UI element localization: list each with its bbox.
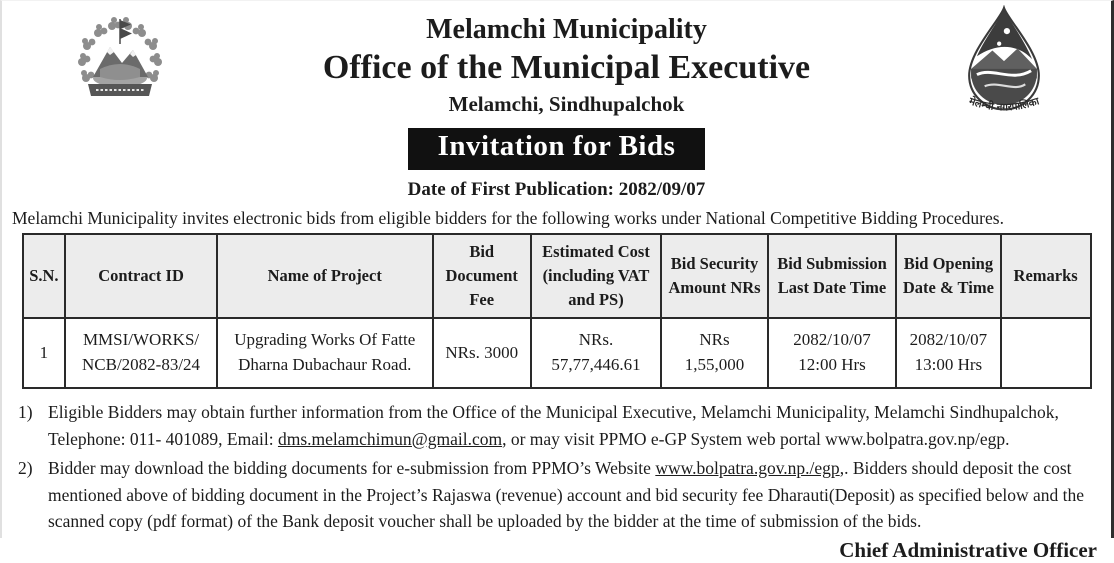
opening-line1: 2082/10/07: [909, 330, 988, 350]
intro-paragraph: Melamchi Municipality invites electronic bids from eligible bidders for the following works under National Competitive Bidding Procedures.: [12, 208, 1004, 228]
cell-bid-document-fee: NRs. 3000: [433, 318, 531, 388]
note-2-text: [48, 455, 1105, 535]
office-title: Office of the Municipal Executive: [322, 48, 811, 86]
address-line: Melamchi, Sindhupalchok: [448, 92, 685, 117]
right-logo-caption: मेलम्ची नगरपालिका: [966, 96, 1041, 114]
contract-id-line1: MMSI/WORKS/: [82, 330, 200, 350]
col-header-estimated-cost: Estimated Cost (including VAT and PS): [531, 234, 661, 318]
cell-project-name: [217, 318, 433, 388]
note-2-pre: Bidder may download the bidding documents for e-submission from PPMO’s Website: [48, 458, 656, 479]
col-header-remarks: Remarks: [1001, 234, 1091, 318]
document-header: [2, 1, 1111, 123]
table-header-row: [23, 234, 1091, 318]
project-name-line1: Upgrading Works Of Fatte: [234, 330, 416, 350]
opening-line2: 13:00 Hrs: [914, 355, 983, 374]
header-titles: [237, 12, 896, 116]
cell-sn: 1: [23, 318, 66, 388]
table-row: [23, 318, 1091, 388]
bid-table: [22, 233, 1092, 389]
municipality-title: Melamchi Municipality: [426, 13, 707, 45]
notes-section: [18, 399, 1105, 535]
banner-row: [2, 128, 1111, 170]
cell-remarks: [1001, 318, 1091, 388]
estimated-cost-line2: 57,77,446.61: [551, 355, 641, 374]
note-2-number: 2): [18, 458, 33, 479]
note-2: [18, 455, 1105, 535]
cell-estimated-cost: [531, 318, 661, 388]
note-1-email-link: dms.melamchimun@gmail.com: [277, 428, 503, 449]
note-2-website-link: www.bolpatra.gov.np./egp: [655, 458, 840, 479]
col-header-bid-document-fee: Bid Document Fee: [433, 234, 531, 318]
cell-bid-opening: [896, 318, 1001, 388]
col-header-bid-submission: Bid Submission Last Date Time: [768, 234, 896, 318]
cell-contract-id: [65, 318, 217, 388]
col-header-project-name: Name of Project: [217, 234, 433, 318]
note-1-post: , or may visit PPMO e-GP System web portal www.bolpatra.gov.np/egp.: [502, 428, 1010, 449]
submission-line1: 2082/10/07: [793, 330, 871, 350]
publication-date-line: Date of First Publication: 2082/09/07: [407, 179, 706, 200]
bid-security-line2: 1,55,000: [684, 355, 745, 374]
estimated-cost-line1: NRs.: [578, 330, 614, 350]
note-1-pre: Eligible Bidders may obtain further information from the Office of the Municipal Executive, Melamchi Municipality, Melamchi Sindhupalchok, Telephone: 011- 401089, Email:: [48, 402, 1059, 449]
contract-id-line2: NCB/2082-83/24: [82, 355, 201, 374]
col-header-bid-opening: Bid Opening Date & Time: [896, 234, 1001, 318]
cell-bid-submission: [768, 318, 896, 388]
col-header-contract-id: Contract ID: [65, 234, 217, 318]
note-2-post: ,. Bidders should deposit the cost mentioned above of bidding document in the Project’s Rajaswa (revenue) account and bid security fee Dharauti(Deposit) as specified below and the scanned copy (pdf format) of the Bank deposit voucher shall be uploaded by the bidder at the time of submission of the bids.: [48, 458, 1085, 532]
cell-bid-security: [661, 318, 768, 388]
submission-line2: 12:00 Hrs: [798, 355, 866, 374]
right-logo-cell: [896, 5, 1111, 123]
left-logo-cell: [2, 14, 237, 114]
project-name-line2: Dharna Dubachaur Road.: [238, 355, 412, 374]
note-1-number: 1): [18, 402, 33, 422]
col-header-bid-security: Bid Security Amount NRs: [661, 234, 768, 318]
nepal-government-emblem-icon: [70, 14, 170, 114]
invitation-banner: Invitation for Bids: [408, 128, 706, 170]
note-1-text: [48, 399, 1105, 452]
bid-security-line1: NRs: [699, 330, 730, 350]
col-header-sn: S.N.: [23, 234, 66, 318]
melamchi-municipality-logo-icon: [952, 5, 1056, 123]
note-1: [18, 399, 1105, 452]
signature-title: Chief Administrative Officer: [839, 537, 1097, 562]
